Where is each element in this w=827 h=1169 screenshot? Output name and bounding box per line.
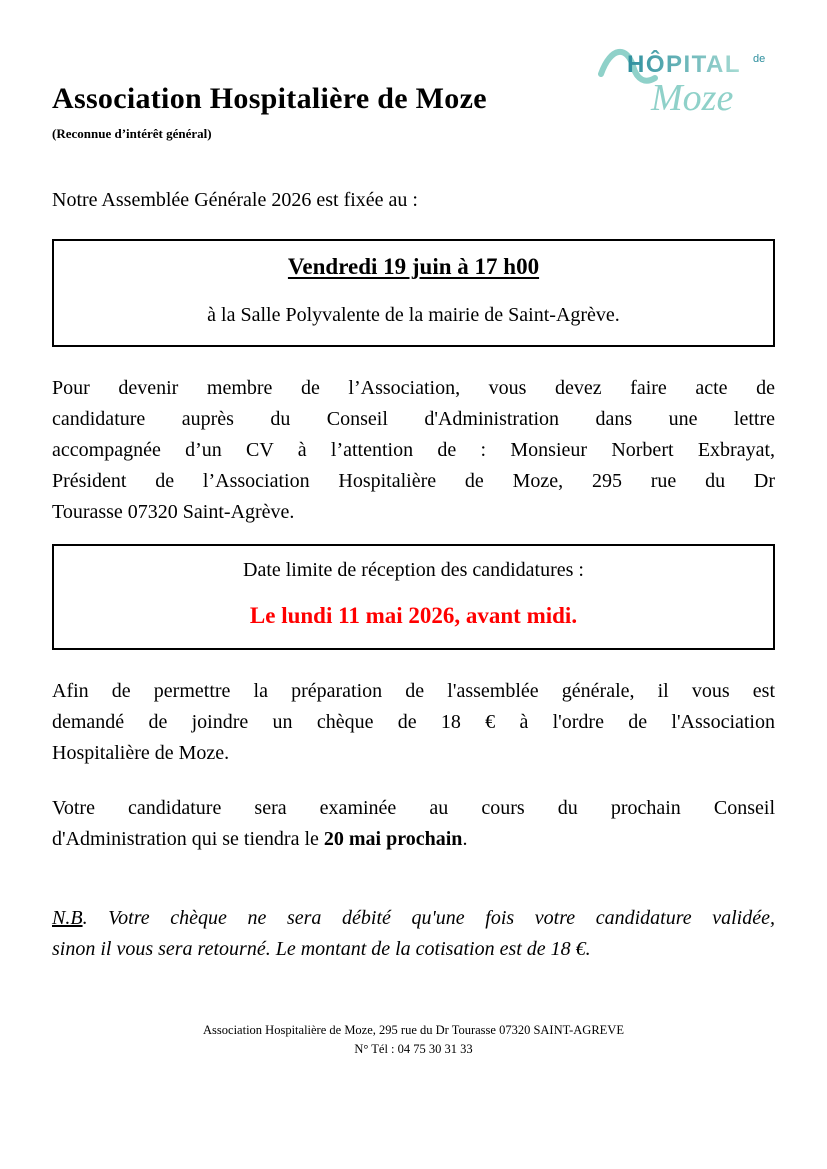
hopital-de-moze-logo <box>593 38 783 118</box>
paragraph-line: Afin de permettre la préparation de l'assemblée générale, il vous est <box>52 680 775 702</box>
paragraph-line: Hospitalière de Moze. <box>52 742 230 764</box>
paragraph-line: Tourasse 07320 Saint-Agrève. <box>52 501 295 523</box>
logo-hopital-text: HÔPITAL <box>627 51 742 78</box>
review-line-2 <box>52 824 775 855</box>
page-subtitle: (Reconnue d’intérêt général) <box>52 126 212 141</box>
nb-note <box>52 903 775 965</box>
review-line2-prefix: d'Administration qui se tiendra le <box>52 828 324 850</box>
footer-phone: N° Tél : 04 75 30 31 33 <box>354 1042 473 1057</box>
review-paragraph <box>52 793 775 855</box>
deadline-label: Date limite de réception des candidatures : <box>243 559 584 581</box>
nb-label: N.B <box>52 907 83 929</box>
page-title: Association Hospitalière de Moze <box>52 82 487 115</box>
nb-line1-rest: . Votre chèque ne sera débité qu'une fois votre candidature validée, <box>82 907 775 929</box>
paragraph-line: Président de l’Association Hospitalière de Moze, 295 rue du Dr <box>52 470 775 492</box>
footer-address: Association Hospitalière de Moze, 295 rue du Dr Tourasse 07320 SAINT-AGREVE <box>203 1023 624 1037</box>
nb-line-2: sinon il vous sera retourné. Le montant de la cotisation est de 18 €. <box>52 938 591 960</box>
review-date-bold: 20 mai prochain <box>323 828 463 850</box>
review-line-1: Votre candidature sera examinée au cours du prochain Conseil <box>52 797 775 819</box>
meeting-box <box>52 239 775 347</box>
deadline-date: Le lundi 11 mai 2026, avant midi. <box>249 603 578 628</box>
footer <box>52 1021 775 1060</box>
paragraph-line: accompagnée d’un CV à l’attention de : Monsieur Norbert Exbrayat, <box>52 439 775 461</box>
logo-moze-text: Moze <box>651 77 734 118</box>
paragraph-line: Pour devenir membre de l’Association, vous devez faire acte de <box>52 377 775 399</box>
review-line2-suffix: . <box>462 828 468 850</box>
meeting-date: Vendredi 19 juin à 17 h00 <box>287 254 540 279</box>
nb-line-1 <box>52 903 775 934</box>
intro-paragraph: Notre Assemblée Générale 2026 est fixée au : <box>52 189 418 211</box>
membership-paragraph <box>52 373 775 528</box>
meeting-location: à la Salle Polyvalente de la mairie de Saint-Agrève. <box>207 304 620 326</box>
logo-de-text: de <box>753 53 766 65</box>
cheque-paragraph <box>52 676 775 769</box>
deadline-box <box>52 544 775 650</box>
paragraph-line: demandé de joindre un chèque de 18 € à l'ordre de l'Association <box>52 711 775 733</box>
paragraph-line: candidature auprès du Conseil d'Administration dans une lettre <box>52 408 775 430</box>
